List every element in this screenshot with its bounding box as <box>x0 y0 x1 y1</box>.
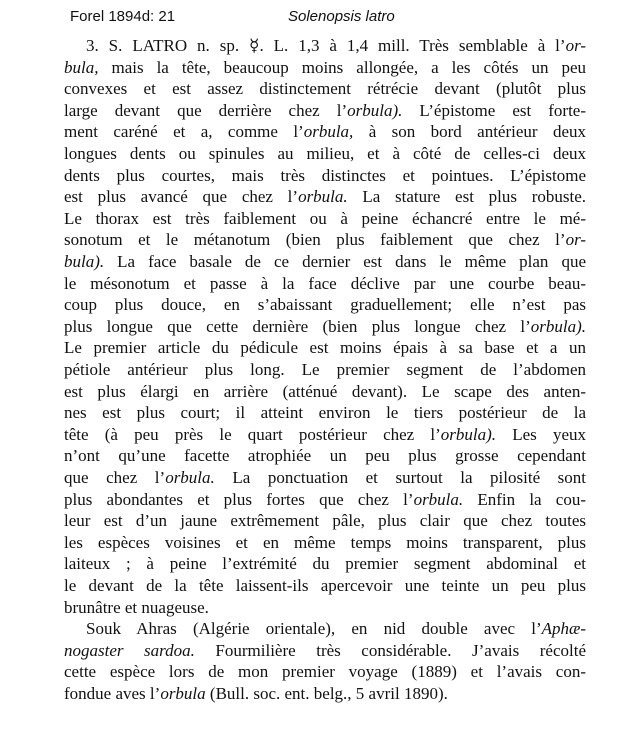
text-run: laiteux ; à peine l’extrémité du premier segment abdominal et <box>64 554 586 574</box>
text-line <box>64 187 586 207</box>
text-line <box>64 468 586 488</box>
text-line <box>64 403 586 423</box>
text-run: le devant de la tête laissent-ils apercevoir une teinte un peu plus <box>64 576 586 595</box>
text-run: leur est d’un jaune extrêmement pâle, plus clair que chez toutes <box>64 511 586 531</box>
text-line <box>64 295 586 315</box>
text-line <box>64 533 586 553</box>
text-line <box>64 641 586 661</box>
text-line <box>64 230 586 250</box>
text-line <box>64 317 586 337</box>
text-run: Enfin la cou- <box>463 489 586 509</box>
italic-text: Aphæ- <box>541 619 586 639</box>
text-run: n’ont qu’une facette atrophiée un peu plus grosse cependant <box>64 446 586 466</box>
italic-text: or- <box>565 36 586 55</box>
text-run: à son bord antérieur deux <box>353 122 586 142</box>
text-line <box>64 446 586 466</box>
text-run: large devant que derrière chez l’ <box>64 100 348 120</box>
text-line <box>64 144 586 164</box>
text-line <box>86 36 586 56</box>
text-line <box>64 490 586 510</box>
text-line <box>64 598 586 618</box>
text-run: brunâtre et nuageuse. <box>64 597 209 617</box>
text-line <box>64 79 586 99</box>
text-run: le mésonotum et passe à la face déclive par une courbe beau- <box>64 273 586 293</box>
text-line <box>64 684 586 704</box>
text-run: (Bull. soc. ent. belg., 5 avril 1890). <box>205 684 448 703</box>
text-line <box>64 252 586 272</box>
italic-text: orbula). <box>440 424 497 444</box>
italic-text: orbula). <box>347 100 403 120</box>
text-run: tête (à peu près le quart postérieur chez l’ <box>64 424 441 444</box>
italic-text: orbula. <box>165 468 215 487</box>
text-run: 3. S. LATRO n. sp. ☿. L. 1,3 à 1,4 mill. Très semblable à l’ <box>86 36 566 55</box>
text-line <box>64 166 586 186</box>
text-run: est plus élargi en arrière (atténué devant). Le scape des anten- <box>64 381 586 401</box>
text-run: La face basale de ce dernier est dans le même plan que <box>104 252 586 271</box>
text-line <box>64 209 586 229</box>
text-line <box>64 554 586 574</box>
text-run: Le premier article du pédicule est moins épais à sa base et a un <box>64 338 586 358</box>
text-run: Fourmilière très considérable. J’avais récolté <box>194 640 586 660</box>
text-run: nes est plus court; il atteint environ le tiers postérieur de la <box>64 403 586 423</box>
italic-text: bula, <box>64 57 99 77</box>
italic-text: or- <box>565 230 586 250</box>
text-run: coup plus douce, en s’abaissant graduellement; elle n’est pas <box>64 295 586 315</box>
text-line <box>64 662 586 682</box>
text-line <box>64 576 586 596</box>
text-line <box>64 101 586 121</box>
page-species-title: Solenopsis latro <box>288 8 395 25</box>
text-run: dents plus courtes, mais très distinctes et pointues. L’épistome <box>64 165 586 185</box>
text-run: L’épistome est forte- <box>402 100 587 120</box>
text-run: ment caréné et a, comme l’ <box>64 122 304 142</box>
text-line <box>64 382 586 402</box>
text-line <box>64 58 586 78</box>
italic-text: orbula. <box>413 489 464 509</box>
text-run: plus abondantes et plus fortes que chez l’ <box>64 489 414 509</box>
text-line <box>64 338 586 358</box>
page-citation: Forel 1894d: 21 <box>70 8 176 25</box>
text-line <box>64 425 586 445</box>
text-run: La ponctuation et surtout la pilosité sont <box>214 468 587 487</box>
text-run: que chez l’ <box>64 468 166 487</box>
text-run: les espèces voisines et en même temps moins transparent, plus <box>64 532 586 552</box>
text-run: plus longue que cette dernière (bien plus longue chez l’ <box>64 316 531 336</box>
italic-text: bula). <box>64 252 105 271</box>
text-run: sonotum et le métanotum (bien plus faiblement que chez l’ <box>64 230 566 250</box>
text-line <box>64 511 586 531</box>
text-run: est plus avancé que chez l’ <box>64 187 299 207</box>
text-run: fondue aves l’ <box>64 684 161 703</box>
italic-text: orbula <box>160 684 206 703</box>
italic-text: nogaster sardoa. <box>64 640 195 660</box>
text-run: cette espèce lors de mon premier voyage (1889) et l’avais con- <box>64 662 586 682</box>
text-line <box>64 122 586 142</box>
text-run: Souk Ahras (Algérie orientale), en nid double avec l’ <box>86 619 542 639</box>
italic-text: orbula. <box>298 187 348 207</box>
text-run: longues dents ou spinules au milieu, et à côté de celles-ci deux <box>64 144 586 163</box>
text-run: La stature est plus robuste. <box>347 187 586 207</box>
text-run: Les yeux <box>496 424 586 444</box>
italic-text: orbula). <box>530 316 586 336</box>
text-run: convexes et est assez distinctement rétrécie devant (plutôt plus <box>64 79 586 99</box>
text-run: Le thorax est très faiblement ou à peine échancré entre le mé- <box>64 208 586 228</box>
text-run: pétiole antérieur plus long. Le premier segment de l’abdomen <box>64 360 586 379</box>
text-line <box>86 619 586 639</box>
text-line <box>64 274 586 294</box>
italic-text: orbula, <box>303 122 354 142</box>
text-run: mais la tête, beaucoup moins allongée, a les côtés un peu <box>98 57 586 77</box>
text-line <box>64 360 586 380</box>
